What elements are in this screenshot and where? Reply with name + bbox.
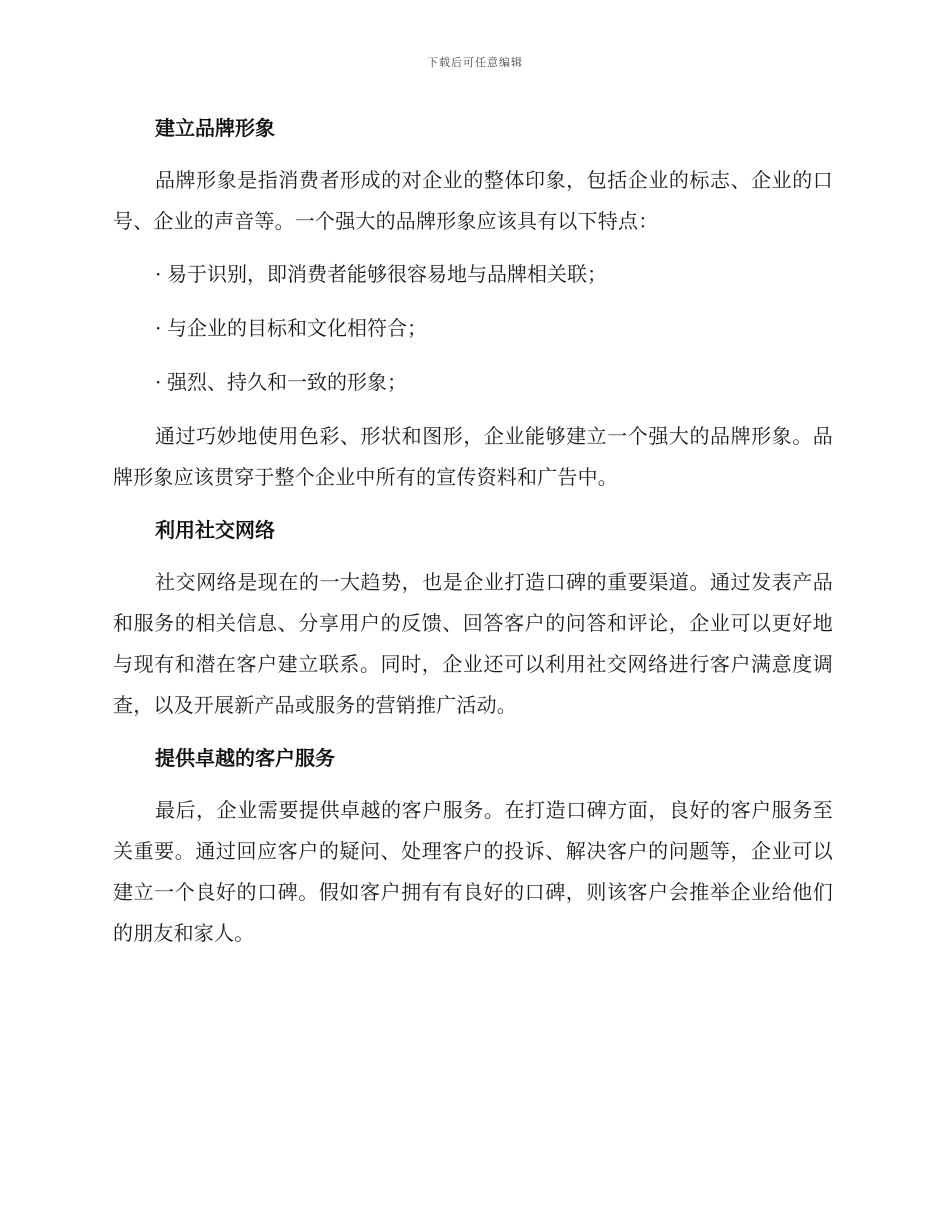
bullet-item [113,254,833,295]
paragraph-customer-service: 最后，企业需要提供卓越的客户服务。在打造口碑方面，良好的客户服务至关重要。通过回应客户的疑问、处理客户的投诉、解决客户的问题等，企业可以建立一个良好的口碑。假如客户拥有有良好的口碑，则该客户会推举企业给他们的朋友和家人。 [113,798,833,945]
bullet-item [113,308,833,349]
document-body [113,108,833,966]
bullet-text: 易于识别，即消费者能够很容易地与品牌相关联； [167,262,607,286]
bullet-text: 与企业的目标和文化相符合； [167,316,427,340]
section-heading-customer-service: 提供卓越的客户服务 [155,746,335,770]
bullet-marker: · [155,316,162,340]
bullet-marker: · [155,262,162,286]
paragraph-social-network: 社交网络是现在的一大趋势，也是企业打造口碑的重要渠道。通过发表产品和服务的相关信息、分享用户的反馈、回答客户的问答和评论，企业可以更好地与现有和潜在客户建立联系。同时，企业还可以利用社交网络进行客户满意度调查，以及开展新产品或服务的营销推广活动。 [113,570,833,717]
paragraph-brand-image-intro: 品牌形象是指消费者形成的对企业的整体印象，包括企业的标志、企业的口号、企业的声音等。一个强大的品牌形象应该具有以下特点： [113,168,833,233]
bullet-text: 强烈、持久和一致的形象； [167,370,407,394]
bullet-item [113,362,833,403]
bullet-marker: · [155,370,162,394]
section-heading-social-network: 利用社交网络 [155,518,275,542]
paragraph-brand-image-conclusion: 通过巧妙地使用色彩、形状和图形，企业能够建立一个强大的品牌形象。品牌形象应该贯穿于整个企业中所有的宣传资料和广告中。 [113,424,833,489]
header-note: 下载后可任意编辑 [427,56,523,69]
section-heading-brand-image: 建立品牌形象 [155,116,275,140]
